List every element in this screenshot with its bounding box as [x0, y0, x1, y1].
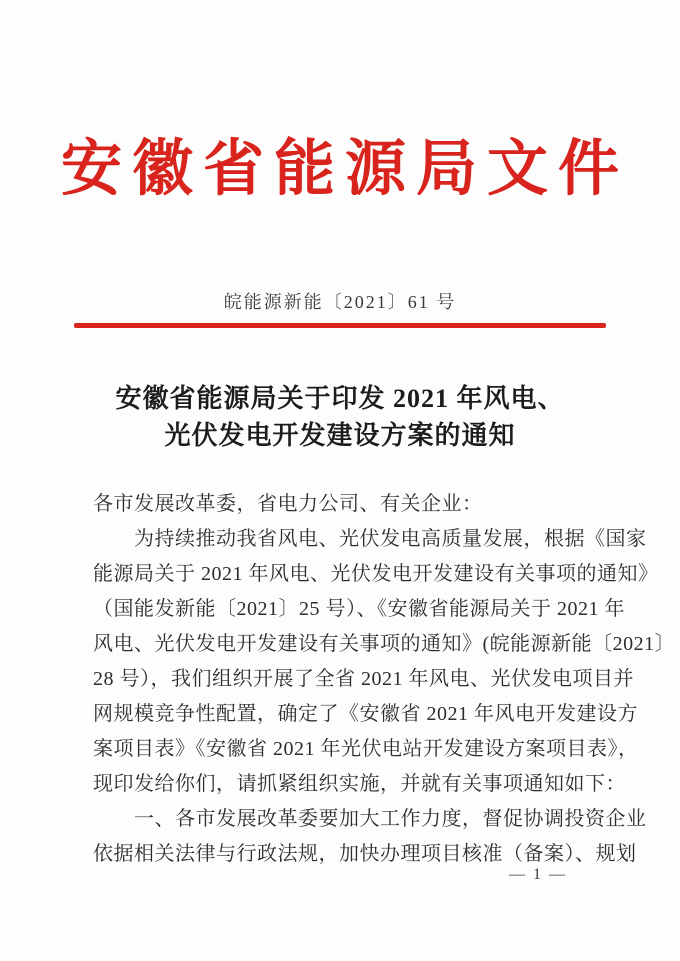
agency-letterhead-title: 安徽省能源局文件 [60, 136, 629, 203]
body-line: 依据相关法律与行政法规，加快办理项目核准（备案）、规划 [93, 843, 637, 865]
page-number: — 1 — [509, 866, 567, 883]
document-body [93, 487, 676, 872]
body-line: 风电、光伏发电开发建设有关事项的通知》(皖能源新能〔2021〕 [93, 633, 676, 655]
body-line: 现印发给你们，请抓紧组织实施，并就有关事项通知如下： [93, 773, 626, 795]
body-line: 一、各市发展改革委要加大工作力度，督促协调投资企业 [134, 808, 647, 830]
body-line: 为持续推动我省风电、光伏发电高质量发展，根据《国家 [134, 528, 647, 550]
body-line: 网规模竞争性配置，确定了《安徽省 2021 年风电开发建设方 [93, 703, 638, 725]
title-line-1: 安徽省能源局关于印发 2021 年风电、 [115, 384, 565, 413]
body-line: 案项目表》《安徽省 2021 年光伏电站开发建设方案项目表》， [93, 738, 639, 760]
document-number: 皖能源新能〔2021〕61 号 [223, 292, 457, 312]
body-line: 能源局关于 2021 年风电、光伏发电开发建设有关事项的通知》 [93, 563, 659, 585]
document-title [0, 380, 680, 454]
title-line-2: 光伏发电开发建设方案的通知 [164, 421, 516, 450]
body-line-salutation: 各市发展改革委，省电力公司、有关企业： [93, 493, 483, 515]
red-divider-rule [74, 323, 606, 328]
body-line: （国能发新能〔2021〕25 号）、《安徽省能源局关于 2021 年 [93, 598, 625, 620]
body-line: 28 号），我们组织开展了全省 2021 年风电、光伏发电项目并 [93, 668, 634, 690]
